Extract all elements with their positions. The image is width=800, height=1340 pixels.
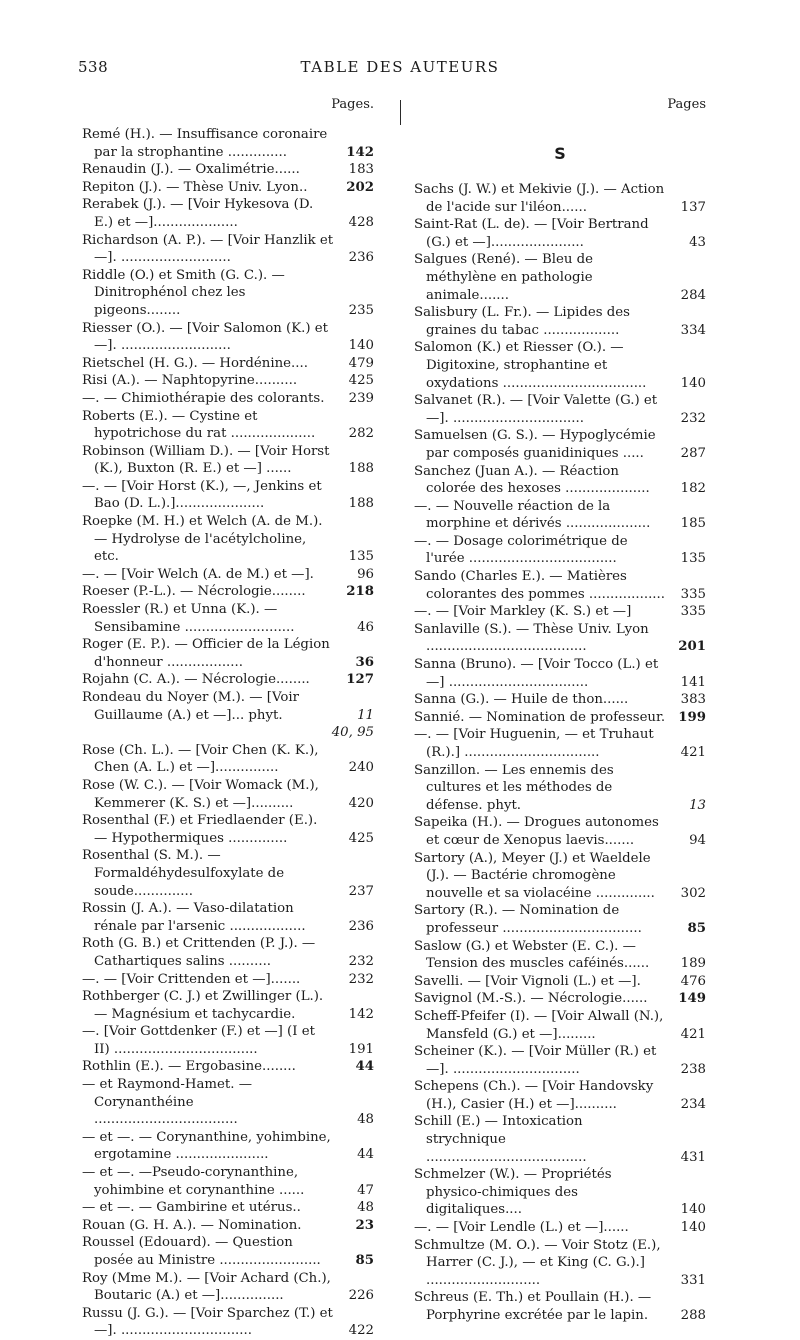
entry-page: 383 xyxy=(680,692,706,708)
entry-page: 421 xyxy=(680,1026,706,1042)
entry-text: —. — [Voir Horst (K.), —, Jenkins et Bao (D. L.).]..................... xyxy=(82,478,322,512)
entry-page: 85 xyxy=(355,1253,374,1268)
entry-text: Salomon (K.) et Riesser (O.). — Digitoxine, strophantine et oxydations .................................. xyxy=(414,340,647,391)
index-entry xyxy=(414,1078,706,1113)
index-entry xyxy=(82,900,374,935)
entry-text: Rosenthal (S. M.). — Formaldéhydesulfoxylate de soude.............. xyxy=(82,848,285,899)
entry-text: —. — Chimiothérapie des colorants. xyxy=(82,390,325,406)
index-entry xyxy=(82,390,374,408)
index-entry xyxy=(414,691,706,709)
index-entry xyxy=(82,583,374,601)
left-column xyxy=(82,96,374,1340)
index-entry xyxy=(414,709,706,727)
entry-page: 237 xyxy=(348,883,374,899)
entry-text: Sanchez (Juan A.). — Réaction colorée des hexoses .................... xyxy=(414,463,650,497)
index-entry xyxy=(414,656,706,691)
index-entry xyxy=(414,603,706,621)
entry-page: 135 xyxy=(348,549,374,565)
entry-page: 232 xyxy=(348,971,374,987)
index-entry xyxy=(82,320,374,355)
entry-page: 43 xyxy=(689,234,706,250)
index-entry xyxy=(82,566,374,584)
index-entry xyxy=(82,478,374,513)
entry-text: Schepens (Ch.). — [Voir Handovsky (H.), Casier (H.) et —].......... xyxy=(414,1079,654,1112)
entry-page: 137 xyxy=(680,199,706,215)
entry-page: 235 xyxy=(348,302,374,318)
index-entry xyxy=(414,990,706,1008)
index-entry xyxy=(82,601,374,636)
index-entry xyxy=(82,267,374,320)
running-title: TABLE DES AUTEURS xyxy=(300,58,500,76)
index-entry xyxy=(414,1113,706,1166)
entry-page: 428 xyxy=(348,214,374,230)
index-entry xyxy=(414,339,706,392)
index-entry xyxy=(82,196,374,231)
entry-text: Rondeau du Noyer (M.). — [Voir Guillaume (A.) et —]... phyt. xyxy=(82,690,299,723)
entry-page: 142 xyxy=(346,144,374,160)
index-entry xyxy=(414,1219,706,1237)
entry-text: Rojahn (C. A.). — Nécrologie........ xyxy=(82,672,310,688)
entry-text: Sartory (R.). — Nomination de professeur ................................. xyxy=(414,903,642,936)
entry-page: 48 xyxy=(357,1200,374,1216)
entry-text: Riesser (O.). — [Voir Salomon (K.) et —]. .......................... xyxy=(82,320,329,354)
entry-text: Renaudin (J.). — Oxalimétrie...... xyxy=(82,162,300,178)
index-entry xyxy=(82,671,374,689)
entry-text: —. [Voir Gottdenker (F.) et —] (I et II) .................................. xyxy=(82,1024,315,1057)
index-entry xyxy=(82,1270,374,1305)
entry-text: Sanzillon. — Les ennemis des cultures et les méthodes de défense. phyt. xyxy=(414,762,614,813)
entry-text: Sanna (G.). — Huile de thon...... xyxy=(414,692,629,708)
index-entry xyxy=(414,621,706,656)
entry-page: 425 xyxy=(348,830,374,846)
entry-text: Schill (E.) — Intoxication strychnique ...................................... xyxy=(414,1114,587,1165)
entry-text: Savignol (M.-S.). — Nécrologie...... xyxy=(414,991,648,1007)
entry-page: 240 xyxy=(348,760,374,776)
entry-text: Rothberger (C. J.) et Zwillinger (L.). — Magnésium et tachycardie. xyxy=(82,989,324,1022)
entry-page: 149 xyxy=(678,991,706,1007)
entry-page: 44 xyxy=(357,1147,374,1163)
index-entry xyxy=(414,304,706,339)
entry-page: 185 xyxy=(680,516,706,532)
entry-text: —. — [Voir Welch (A. de M.) et —]. xyxy=(82,566,314,582)
entry-text: Sapeika (H.). — Drogues autonomes et cœur de Xenopus laevis....... xyxy=(414,815,659,848)
index-entry xyxy=(82,161,374,179)
entry-text: —. — Dosage colorimétrique de l'urée ................................... xyxy=(414,533,628,567)
entry-text: Sartory (A.), Meyer (J.) et Waeldele (J.). — Bactérie chromogène nouvelle et sa violacéine .............. xyxy=(414,850,655,901)
entry-page: 420 xyxy=(348,795,374,811)
entry-page: 142 xyxy=(348,1006,374,1022)
entry-text: Scheff-Pfeifer (I). — [Voir Alwall (N.), Mansfeld (G.) et —]......... xyxy=(414,1008,664,1042)
index-entry xyxy=(82,847,374,900)
entry-page: 96 xyxy=(357,566,374,582)
entry-page: 236 xyxy=(348,250,374,266)
entry-text: —. — [Voir Crittenden et —]....... xyxy=(82,971,301,987)
index-entry xyxy=(414,568,706,603)
entry-page: 183 xyxy=(348,162,374,178)
entry-page: 140 xyxy=(680,375,706,391)
entry-text: Samuelsen (G. S.). — Hypoglycémie par composés guanidiniques ..... xyxy=(414,428,656,461)
index-entry xyxy=(82,1234,374,1269)
entry-page: 85 xyxy=(687,920,706,936)
entry-text: Savelli. — [Voir Vignoli (L.) et —]. xyxy=(414,973,641,989)
entry-page: 232 xyxy=(680,410,706,426)
index-entry xyxy=(414,762,706,815)
entry-text: Salisbury (L. Fr.). — Lipides des graines du tabac .................. xyxy=(414,305,631,338)
index-entry xyxy=(82,1164,374,1199)
pages-label: Pages xyxy=(667,97,706,112)
entry-text: Richardson (A. P.). — [Voir Hanzlik et —]. .......................... xyxy=(82,232,334,266)
entry-page: 13 xyxy=(689,797,706,813)
index-entry xyxy=(414,1008,706,1043)
entry-text: Sanna (Bruno). — [Voir Tocco (L.) et —] ................................. xyxy=(414,657,659,690)
index-entry xyxy=(414,1237,706,1290)
entry-text: Roger (E. P.). — Officier de la Légion d'honneur .................. xyxy=(82,637,330,670)
entry-page: 140 xyxy=(348,338,374,354)
entry-text: — et —. —Pseudo-corynanthine, yohimbine et corynanthine ...... xyxy=(82,1165,305,1198)
index-entry xyxy=(82,232,374,267)
entry-text: Rose (Ch. L.). — [Voir Chen (K. K.), Chen (A. L.) et —]............... xyxy=(82,742,319,776)
entry-text: Saslow (G.) et Webster (E. C.). — Tension des muscles caféinés...... xyxy=(414,938,650,972)
pages-label: Pages. xyxy=(331,97,374,112)
index-entry xyxy=(82,408,374,443)
entry-page: 479 xyxy=(348,355,374,371)
index-entry xyxy=(82,1217,374,1235)
entry-page: 287 xyxy=(680,445,706,461)
index-entry xyxy=(82,372,374,390)
entry-text: Roessler (R.) et Unna (K.). — Sensibamine .......................... xyxy=(82,602,295,635)
index-entry xyxy=(82,1058,374,1076)
entry-text: Rerabek (J.). — [Voir Hykesova (D. E.) et —].................... xyxy=(82,197,314,230)
entry-page: 226 xyxy=(348,1288,374,1304)
entry-page: 422 xyxy=(348,1323,374,1339)
entry-page: 23 xyxy=(355,1217,374,1233)
entry-text: —. — [Voir Huguenin, — et Truhaut (R.).] ................................ xyxy=(414,727,654,760)
entry-text: Roussel (Edouard). — Question posée au Ministre ........................ xyxy=(82,1235,321,1268)
entry-text: Riddle (O.) et Smith (G. C.). — Dinitrophénol chez les pigeons........ xyxy=(82,267,285,318)
index-entry xyxy=(82,812,374,847)
entry-page: 335 xyxy=(680,586,706,602)
entry-page: 288 xyxy=(680,1308,706,1323)
entry-text: Saint-Rat (L. de). — [Voir Bertrand (G.) et —]...................... xyxy=(414,217,649,250)
entry-text: Roberts (E.). — Cystine et hypotrichose du rat .................... xyxy=(82,408,316,442)
entry-text: Rothlin (E.). — Ergobasine........ xyxy=(82,1059,296,1075)
entry-page: 236 xyxy=(348,918,374,934)
entry-page: 141 xyxy=(680,674,706,690)
index-entry xyxy=(82,777,374,812)
section-letter: S xyxy=(554,144,566,163)
entry-text: Rosenthal (F.) et Friedlaender (E.). — Hypothermiques .............. xyxy=(82,813,318,846)
entry-page: 188 xyxy=(348,461,374,477)
entry-page: 335 xyxy=(680,604,706,620)
entry-text: — et —. — Corynanthine, yohimbine, ergotamine ...................... xyxy=(82,1129,331,1163)
index-entry xyxy=(414,973,706,991)
entry-text: — et Raymond-Hamet. — Corynanthéine .................................. xyxy=(82,1077,252,1128)
index-entry xyxy=(82,1305,374,1340)
entry-text: Remé (H.). — Insuffisance coronaire par la strophantine .............. xyxy=(82,127,328,160)
index-entry xyxy=(82,689,374,724)
index-entry xyxy=(414,1166,706,1219)
entry-page: 199 xyxy=(678,709,706,725)
entry-text: Risi (A.). — Naphtopyrine.......... xyxy=(82,373,298,389)
entry-page: 425 xyxy=(348,373,374,389)
index-entry xyxy=(414,938,706,973)
entry-page: 232 xyxy=(348,953,374,969)
entry-list xyxy=(414,181,706,1325)
index-entry xyxy=(414,251,706,304)
entry-text: Scheiner (K.). — [Voir Müller (R.) et —]. .............................. xyxy=(414,1044,657,1077)
entry-page: 40, 95 xyxy=(331,725,374,741)
entry-text: Rossin (J. A.). — Vaso-dilatation rénale par l'arsenic .................. xyxy=(82,901,306,934)
entry-page: 476 xyxy=(680,973,706,989)
entry-text: Roy (Mme M.). — [Voir Achard (Ch.), Boutaric (A.) et —]............... xyxy=(82,1270,331,1304)
entry-page: 238 xyxy=(680,1061,706,1077)
index-entry xyxy=(82,988,374,1023)
entry-page: 284 xyxy=(680,287,706,303)
entry-page: 44 xyxy=(355,1059,374,1075)
entry-page: 135 xyxy=(680,551,706,567)
index-entry xyxy=(414,427,706,462)
index-entry xyxy=(82,1023,374,1058)
index-entry xyxy=(414,181,706,216)
entry-page: 234 xyxy=(680,1096,706,1112)
entry-text: Roth (G. B.) et Crittenden (P. J.). — Cathartiques salins .......... xyxy=(82,936,316,969)
index-entry xyxy=(414,463,706,498)
index-entry xyxy=(414,533,706,568)
entry-page: 191 xyxy=(348,1041,374,1057)
index-entry xyxy=(414,814,706,849)
entry-page: 47 xyxy=(357,1182,374,1198)
page-number: 538 xyxy=(78,58,109,76)
entry-text: Schreus (E. Th.) et Poullain (H.). — Porphyrine excrétée par le lapin. xyxy=(414,1290,652,1323)
entry-page: 239 xyxy=(348,390,374,406)
index-entry xyxy=(82,724,374,742)
index-entry xyxy=(82,971,374,989)
entry-text: — et —. — Gambirine et utérus.. xyxy=(82,1200,301,1216)
entry-page: 334 xyxy=(680,322,706,338)
entry-text: Roepke (M. H.) et Welch (A. de M.). — Hydrolyse de l'acétylcholine, etc. xyxy=(82,514,323,565)
entry-list xyxy=(82,126,374,1340)
entry-page: 421 xyxy=(680,745,706,760)
index-entry xyxy=(414,498,706,533)
entry-page: 94 xyxy=(689,832,706,848)
index-entry xyxy=(414,216,706,251)
right-column xyxy=(414,96,706,1325)
entry-page: 188 xyxy=(348,496,374,512)
entry-text: Sanlaville (S.). — Thèse Univ. Lyon ...................................... xyxy=(414,621,649,655)
entry-text: Sachs (J. W.) et Mekivie (J.). — Action de l'acide sur l'iléon...... xyxy=(414,182,665,215)
entry-page: 182 xyxy=(680,481,706,497)
index-entry xyxy=(82,742,374,777)
entry-page: 218 xyxy=(346,584,374,600)
index-entry xyxy=(82,513,374,566)
index-entry xyxy=(414,1043,706,1078)
column-divider xyxy=(400,100,401,125)
entry-page: 431 xyxy=(680,1149,706,1165)
index-entry xyxy=(82,1199,374,1217)
entry-text: —. — Nouvelle réaction de la morphine et dérivés .................... xyxy=(414,498,651,532)
index-entry xyxy=(82,636,374,671)
entry-text: Sannié. — Nomination de professeur. xyxy=(414,709,666,725)
entry-text: Robinson (William D.). — [Voir Horst (K.), Buxton (R. E.) et —] ...... xyxy=(82,443,330,477)
entry-page: 11 xyxy=(357,707,374,723)
entry-page: 140 xyxy=(680,1220,706,1236)
entry-text: —. — [Voir Markley (K. S.) et —] xyxy=(414,604,632,620)
entry-page: 36 xyxy=(355,654,374,670)
entry-text: Repiton (J.). — Thèse Univ. Lyon.. xyxy=(82,179,308,195)
index-entry xyxy=(82,1076,374,1129)
index-entry xyxy=(82,126,374,161)
index-entry xyxy=(82,179,374,197)
entry-text: Rouan (G. H. A.). — Nomination. xyxy=(82,1217,302,1233)
entry-page: 189 xyxy=(680,956,706,972)
entry-text: Salgues (René). — Bleu de méthylène en pathologie animale....... xyxy=(414,252,594,303)
index-entry xyxy=(414,726,706,761)
entry-text: Salvanet (R.). — [Voir Valette (G.) et —]. ............................... xyxy=(414,393,658,426)
entry-page: 127 xyxy=(346,672,374,688)
entry-text: Rietschel (H. G.). — Hordénine.... xyxy=(82,355,308,371)
entry-text: Roeser (P.-L.). — Nécrologie........ xyxy=(82,584,306,600)
index-entry xyxy=(82,443,374,478)
entry-text: —. — [Voir Lendle (L.) et —]...... xyxy=(414,1220,629,1236)
entry-text: Sando (Charles E.). — Matières colorantes des pommes .................. xyxy=(414,569,665,602)
entry-page: 46 xyxy=(357,619,374,635)
entry-text: Rose (W. C.). — [Voir Womack (M.), Kemmerer (K. S.) et —].......... xyxy=(82,777,319,811)
entry-page: 140 xyxy=(680,1202,706,1218)
index-entry xyxy=(414,902,706,937)
index-entry xyxy=(414,850,706,903)
entry-page: 302 xyxy=(680,885,706,901)
index-entry xyxy=(82,1129,374,1164)
index-entry xyxy=(414,1289,706,1324)
index-entry xyxy=(414,392,706,427)
entry-page: 48 xyxy=(357,1112,374,1128)
entry-text: Schmultze (M. O.). — Voir Stotz (E.), Harrer (C. J.), — et King (C. G.).] ........................... xyxy=(414,1237,661,1288)
entry-text: Schmelzer (W.). — Propriétés physico-chimiques des digitaliques.... xyxy=(414,1167,612,1218)
entry-text: Russu (J. G.). — [Voir Sparchez (T.) et —]. ............................... xyxy=(82,1305,333,1339)
index-entry xyxy=(82,355,374,373)
index-entry xyxy=(82,935,374,970)
entry-page: 201 xyxy=(678,639,706,655)
entry-page: 331 xyxy=(680,1272,706,1288)
entry-page: 202 xyxy=(346,179,374,195)
entry-page: 282 xyxy=(348,426,374,442)
